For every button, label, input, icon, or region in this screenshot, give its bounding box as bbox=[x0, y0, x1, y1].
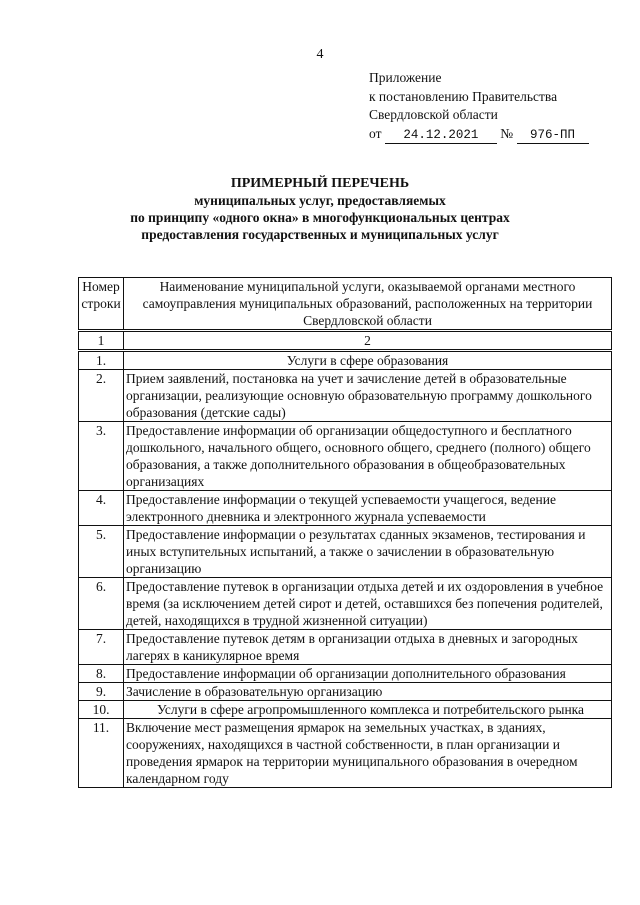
heading-line-4: предоставления государственных и муниципальных услуг bbox=[141, 227, 499, 242]
appendix-title: Приложение bbox=[369, 70, 442, 85]
heading-line-2: муниципальных услуг, предоставляемых bbox=[194, 193, 446, 208]
row-number: 9. bbox=[79, 683, 124, 701]
header-row-label: строки bbox=[81, 296, 121, 311]
header-name-cell: Наименование муниципальной услуги, оказываемой органами местного самоуправления муниципальных образований, расположенных на территории Свердловской области bbox=[124, 278, 612, 331]
resolution-date: 24.12.2021 bbox=[385, 128, 497, 144]
service-name: Предоставление информации об организации дополнительного образования bbox=[124, 665, 612, 683]
appendix-block bbox=[369, 69, 589, 144]
service-name: Предоставление информации о результатах сданных экзаменов, тестирования и иных вступительных испытаний, а также о зачислении в образовательную организацию bbox=[124, 526, 612, 578]
table-row bbox=[79, 683, 612, 701]
column-number-2: 2 bbox=[124, 331, 612, 351]
row-number: 6. bbox=[79, 578, 124, 630]
heading-title: ПРИМЕРНЫЙ ПЕРЕЧЕНЬ bbox=[230, 176, 410, 191]
page-number: 4 bbox=[316, 47, 324, 62]
service-name: Предоставление информации об организации общедоступного и бесплатного дошкольного, начального общего, основного общего, среднего (полного) общего образования, а также дополнительного образования в общеобразовательных организациях bbox=[124, 422, 612, 491]
row-number: 11. bbox=[79, 719, 124, 788]
service-name: Предоставление путевок в организации отдыха детей и их оздоровления в учебное время (за исключением детей сирот и детей, оставшихся без попечения родителей, детей, находящихся в трудной жизненной ситуации) bbox=[124, 578, 612, 630]
resolution-number: 976-ПП bbox=[517, 128, 589, 144]
table-row bbox=[79, 491, 612, 526]
column-number-1: 1 bbox=[79, 331, 124, 351]
table-row bbox=[79, 422, 612, 491]
table-row bbox=[79, 630, 612, 665]
section-title: Услуги в сфере образования bbox=[124, 351, 612, 370]
section-title: Услуги в сфере агропромышленного комплекса и потребительского рынка bbox=[124, 701, 612, 719]
section-row bbox=[79, 701, 612, 719]
service-name: Прием заявлений, постановка на учет и зачисление детей в образовательные организации, реализующие основную образовательную программу дошкольного образования (детские сады) bbox=[124, 370, 612, 422]
table-row bbox=[79, 526, 612, 578]
table-row bbox=[79, 719, 612, 788]
row-number: 4. bbox=[79, 491, 124, 526]
document-heading bbox=[0, 175, 640, 243]
table-row bbox=[79, 370, 612, 422]
row-number: 3. bbox=[79, 422, 124, 491]
header-number-label: Номер bbox=[82, 279, 120, 294]
heading-line-3: по принципу «одного окна» в многофункциональных центрах bbox=[130, 210, 510, 225]
row-number: 8. bbox=[79, 665, 124, 683]
service-name: Зачисление в образовательную организацию bbox=[124, 683, 612, 701]
header-number-cell bbox=[79, 278, 124, 331]
table-header-row bbox=[79, 278, 612, 331]
service-name: Включение мест размещения ярмарок на земельных участках, в зданиях, сооружениях, находящихся в частной собственности, в план организации и проведения ярмарок на территории муниципального образования в очередном календарном году bbox=[124, 719, 612, 788]
row-number: 5. bbox=[79, 526, 124, 578]
appendix-date-line bbox=[369, 125, 589, 144]
row-number: 10. bbox=[79, 701, 124, 719]
table-row bbox=[79, 578, 612, 630]
number-prefix: № bbox=[500, 125, 514, 141]
service-name: Предоставление путевок детям в организации отдыха в дневных и загородных лагерях в каникулярное время bbox=[124, 630, 612, 665]
row-number: 7. bbox=[79, 630, 124, 665]
section-row bbox=[79, 351, 612, 370]
table-row bbox=[79, 665, 612, 683]
row-number: 2. bbox=[79, 370, 124, 422]
appendix-resolution: к постановлению Правительства bbox=[369, 88, 558, 104]
appendix-region: Свердловской области bbox=[369, 107, 498, 122]
service-name: Предоставление информации о текущей успеваемости учащегося, ведение электронного дневника и электронного журнала успеваемости bbox=[124, 491, 612, 526]
services-table bbox=[78, 277, 612, 788]
date-prefix: от bbox=[369, 125, 382, 141]
column-number-row bbox=[79, 331, 612, 351]
row-number: 1. bbox=[79, 351, 124, 370]
